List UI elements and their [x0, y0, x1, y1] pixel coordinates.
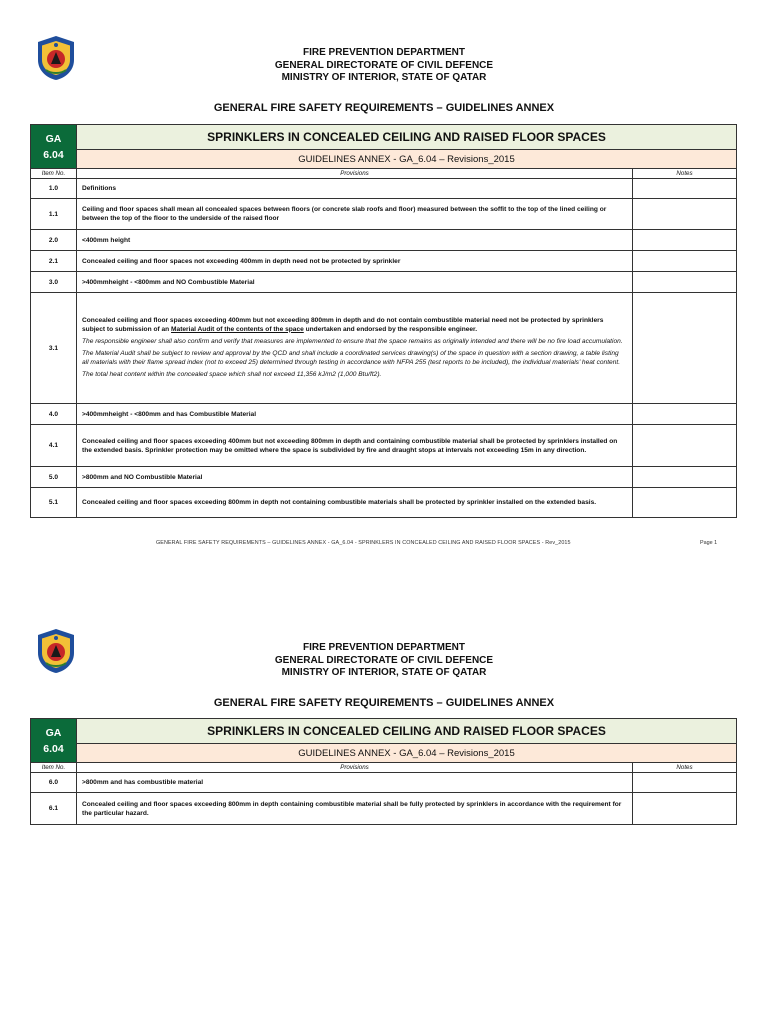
requirements-table [30, 718, 737, 825]
notes-cell [633, 179, 737, 199]
col-item-no: Item No. [31, 763, 77, 773]
notes-cell [633, 793, 737, 825]
table-row: 1.0 Definitions [31, 179, 737, 199]
notes-cell [633, 425, 737, 467]
column-headers [31, 169, 737, 179]
table-row: 5.0 >800mm and NO Combustible Material [31, 467, 737, 488]
document-title: GENERAL FIRE SAFETY REQUIREMENTS – GUIDELINES ANNEX [213, 102, 555, 114]
department-name: FIRE PREVENTION DEPARTMENT [302, 47, 466, 58]
col-item-no: Item No. [31, 169, 77, 179]
ministry-name: MINISTRY OF INTERIOR, STATE OF QATAR [281, 667, 487, 678]
column-headers [31, 763, 737, 773]
footer-text: GENERAL FIRE SAFETY REQUIREMENTS – GUIDELINES ANNEX - GA_6.04 - SPRINKLERS IN CONCEALED CEILING AND RAISED FLOOR SPACES - Rev_2015 [156, 540, 571, 546]
table-row: 4.1 Concealed ceiling and floor spaces exceeding 400mm but not exceeding 800mm in depth and containing combustible material shall be protected by sprinklers installed on the extended basis. Sprinkler protection may be omitted where the space is subdivided by fire and draught stops at intervals not exceeding 15m in any direction. [31, 425, 737, 467]
notes-cell [633, 272, 737, 293]
table-row: 1.1 Ceiling and floor spaces shall mean all concealed spaces between floors (or concrete slab roofs and floor) measured between the soffit to the top of the lined ceiling or between the top of the floor to the underside of the raised floor [31, 199, 737, 230]
table-row: 2.0 <400mm height [31, 230, 737, 251]
directorate-name: GENERAL DIRECTORATE OF CIVIL DEFENCE [274, 59, 494, 71]
section-title: SPRINKLERS IN CONCEALED CEILING AND RAISED FLOOR SPACES [77, 719, 737, 744]
notes-cell [633, 251, 737, 272]
notes-cell [633, 488, 737, 518]
col-provisions: Provisions [77, 169, 633, 179]
ga-code-cell: GA 6.04 [31, 125, 77, 169]
guidelines-subtitle: GUIDELINES ANNEX - GA_6.04 – Revisions_2015 [77, 150, 737, 169]
department-name: FIRE PREVENTION DEPARTMENT [302, 642, 466, 653]
provision-paragraph: The Material Audit shall be subject to review and approval by the QCD and shall include a coordinated services drawing(s) of the space in question with a section drawing, a table listing all materials with their flame spread index (not to exceed 25) determined through testing in accordance with NFPA 255 (test reports to be included), the individual materials’ heat content. [82, 349, 621, 366]
ministry-name: MINISTRY OF INTERIOR, STATE OF QATAR [281, 72, 487, 83]
col-provisions: Provisions [77, 763, 633, 773]
col-notes: Notes [633, 763, 737, 773]
requirements-table [30, 124, 737, 518]
table-row: 4.0 >400mmheight - <800mm and has Combustible Material [31, 404, 737, 425]
col-notes: Notes [633, 169, 737, 179]
table-row: 3.0 >400mmheight - <800mm and NO Combustible Material [31, 272, 737, 293]
notes-cell [633, 467, 737, 488]
header-lines [0, 642, 768, 680]
provision-paragraph: Concealed ceiling and floor spaces exceeding 400mm but not exceeding 800mm in depth and do not contain combustible material need not be protected by sprinklers subject to submission of an Material Audit of the contents of the space undertaken and endorsed by the responsible engineer. [82, 316, 604, 333]
guidelines-subtitle: GUIDELINES ANNEX - GA_6.04 – Revisions_2015 [77, 744, 737, 763]
table-row: 6.0 >800mm and has combustible material [31, 773, 737, 793]
table-row: 5.1 Concealed ceiling and floor spaces exceeding 800mm in depth not containing combustible materials shall be protected by sprinkler installed on the extended basis. [31, 488, 737, 518]
notes-cell [633, 230, 737, 251]
document-title: GENERAL FIRE SAFETY REQUIREMENTS – GUIDELINES ANNEX [213, 697, 555, 709]
section-title: SPRINKLERS IN CONCEALED CEILING AND RAISED FLOOR SPACES [77, 125, 737, 150]
header-lines [0, 47, 768, 85]
notes-cell [633, 404, 737, 425]
table-row: 3.1 Concealed ceiling and floor spaces exceeding 400mm but not exceeding 800mm in depth and do not contain combustible material need not be protected by sprinklers subject to submission of an Material Audit of the contents of the space undertaken and endorsed by the responsible engineer. The responsible engineer shall also confirm and verify that measures are implemented to ensure that the space remains as originally intended and there will be no fire load accumulation. The Material Audit shall be subject to review and approval by the QCD and shall include a coordinated services drawing(s) of the space in question with a section drawing, a table listing all materials with their flame spread index (not to exceed 25) determined through testing in accordance with NFPA 255 (test reports to be included), the individual materials’ heat content. The total heat content within the concealed space which shall not exceed 11,356 kJ/m2 (1,000 Btu/ft2). [31, 293, 737, 404]
directorate-name: GENERAL DIRECTORATE OF CIVIL DEFENCE [274, 654, 494, 666]
ga-code-cell: GA 6.04 [31, 719, 77, 763]
table-row: 6.1 Concealed ceiling and floor spaces exceeding 800mm in depth containing combustible material shall be fully protected by sprinklers in accordance with the requirement for the particular hazard. [31, 793, 737, 825]
notes-cell [633, 293, 737, 404]
provision-paragraph: The total heat content within the concealed space which shall not exceed 11,356 kJ/m2 (1,000 Btu/ft2). [82, 370, 382, 378]
notes-cell [633, 773, 737, 793]
table-row: 2.1 Concealed ceiling and floor spaces not exceeding 400mm in depth need not be protected by sprinkler [31, 251, 737, 272]
notes-cell [633, 199, 737, 230]
provision-paragraph: The responsible engineer shall also confirm and verify that measures are implemented to ensure that the space remains as originally intended and there will be no fire load accumulation. [82, 337, 623, 345]
page-number: Page 1 [700, 540, 718, 546]
